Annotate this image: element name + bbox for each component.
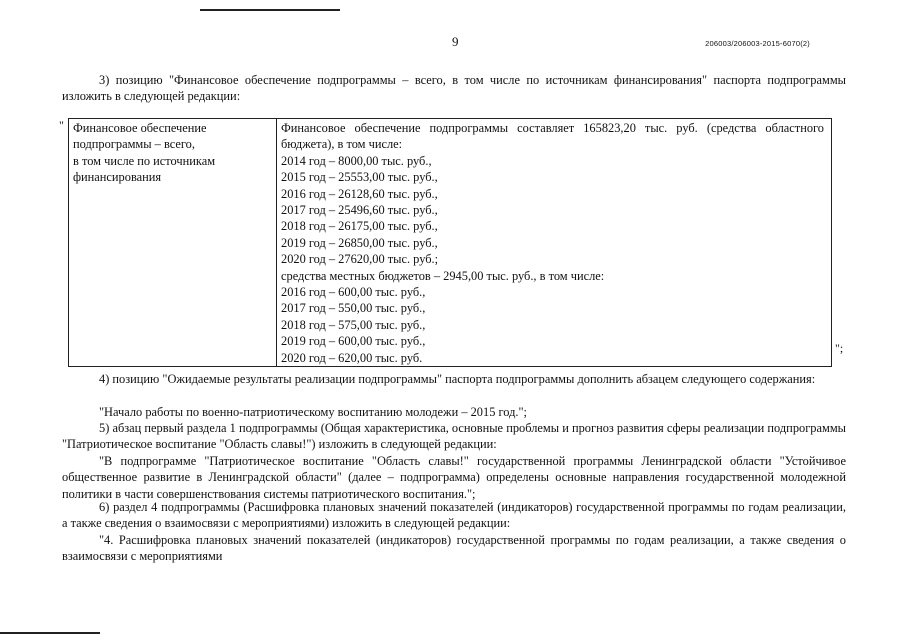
year-amount-line: 2018 год – 575,00 тыс. руб., — [281, 317, 426, 332]
year-amount-line: 2019 год – 26850,00 тыс. руб., — [281, 235, 438, 250]
item-6-quote: "4. Расшифровка плановых значений показателей (индикаторов) государственной программы по годам реализации, а также сведения о взаимосвязи с мероприятиями — [62, 533, 846, 564]
label-line: подпрограммы – всего, — [73, 137, 195, 152]
table-open-quote: " — [59, 118, 64, 132]
year-amount-line: 2017 год – 550,00 тыс. руб., — [281, 301, 426, 316]
year-amount-line: 2015 год – 25553,00 тыс. руб., — [281, 170, 438, 185]
year-amount-line: 2017 год – 25496,60 тыс. руб., — [281, 203, 438, 218]
item-4-paragraph: 4) позицию "Ожидаемые результаты реализации подпрограммы" паспорта подпрограммы дополнить абзацем следующего содержания: — [99, 372, 816, 386]
financing-table — [68, 118, 832, 367]
financing-value-cell — [277, 119, 832, 367]
financing-intro: Финансовое обеспечение подпрограммы составляет 165823,20 тыс. руб. (средства областного бюджета), в том числе: — [281, 121, 824, 152]
item-5-quote: "В подпрограмме "Патриотическое воспитание "Область славы!" государственной программы Ленинградской области "Устойчивое общественное развитие в Ленинградской области" (далее – подпрограмма) определены основные направления государственной молодежной политики в части совершенствования системы патриотического воспитания."; — [62, 454, 846, 501]
page-number: 9 — [452, 34, 459, 49]
table-row — [69, 119, 832, 367]
year-amount-line: 2018 год – 26175,00 тыс. руб., — [281, 219, 438, 234]
top-scan-line — [200, 9, 340, 11]
item-5-paragraph: 5) абзац первый раздела 1 подпрограммы (Общая характеристика, основные проблемы и прогноз развития сферы реализации подпрограммы "Патриотическое воспитание "Область славы!") изложить в следующей редакции: — [62, 421, 846, 452]
year-amount-line: 2016 год – 26128,60 тыс. руб., — [281, 186, 438, 201]
label-line: финансирования — [73, 170, 162, 185]
year-amount-line: 2020 год – 27620,00 тыс. руб.; — [281, 252, 439, 267]
local-budgets-line: средства местных бюджетов – 2945,00 тыс. руб., в том числе: — [281, 268, 605, 283]
year-amount-line: 2016 год – 600,00 тыс. руб., — [281, 285, 426, 300]
document-id: 206003/206003-2015-6070(2) — [705, 39, 810, 48]
item-6-paragraph: 6) раздел 4 подпрограммы (Расшифровка плановых значений показателей (индикаторов) государственной программы по годам реализации, а также сведения о взаимосвязи с мероприятиями) изложить в следующей редакции: — [62, 500, 846, 531]
bottom-scan-line — [0, 632, 100, 634]
year-amount-line: 2014 год – 8000,00 тыс. руб., — [281, 153, 432, 168]
label-line: Финансовое обеспечение — [73, 121, 207, 135]
financing-label-cell — [69, 119, 277, 367]
label-line: в том числе по источникам — [73, 153, 216, 168]
item-4-quote: "Начало работы по военно-патриотическому воспитанию молодежи – 2015 год."; — [99, 405, 528, 419]
item-3-paragraph: 3) позицию "Финансовое обеспечение подпрограммы – всего, в том числе по источникам финансирования" паспорта подпрограммы изложить в следующей редакции: — [62, 73, 846, 104]
table-close-quote: "; — [835, 341, 844, 355]
year-amount-line: 2020 год – 620,00 тыс. руб. — [281, 350, 423, 365]
year-amount-line: 2019 год – 600,00 тыс. руб., — [281, 334, 426, 349]
